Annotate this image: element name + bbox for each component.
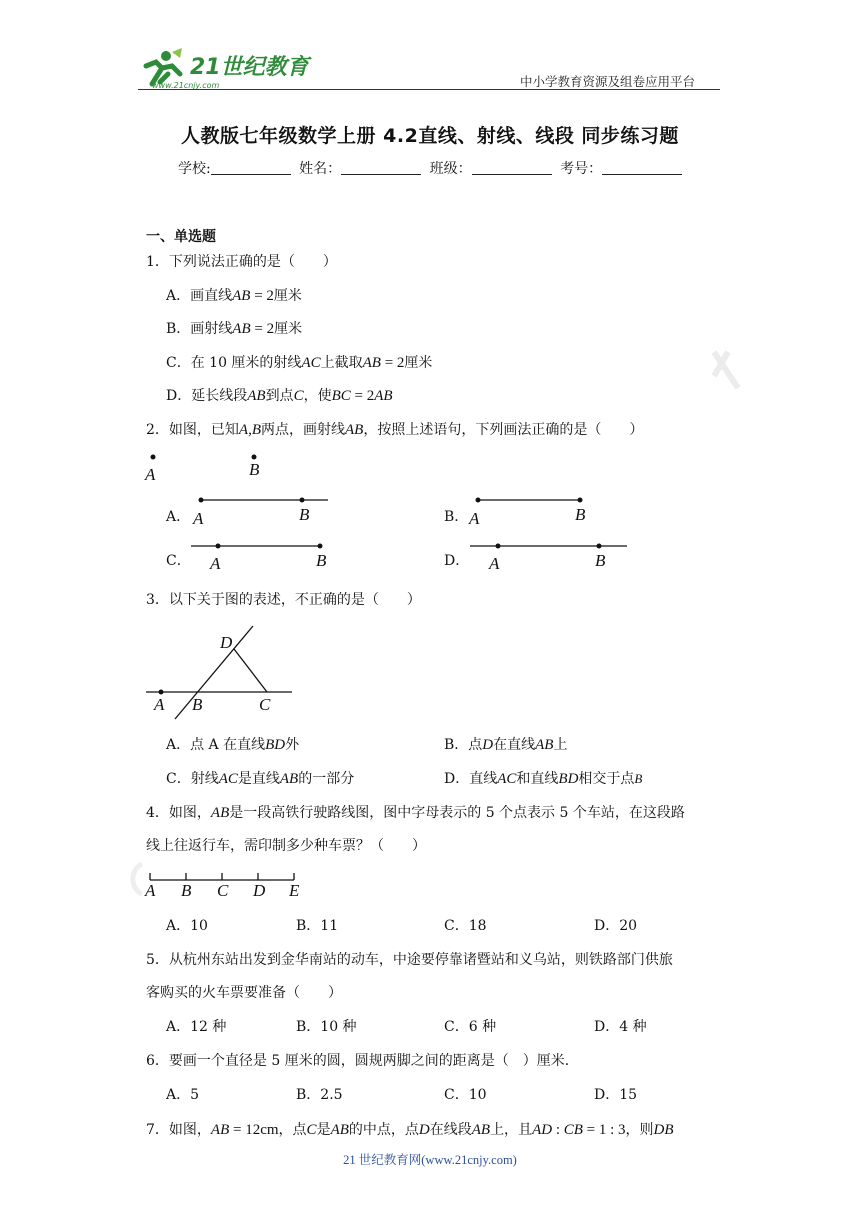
q4-option-c: C．18 (444, 918, 487, 934)
segment-dc (234, 649, 267, 692)
label-b: B (595, 551, 606, 570)
label-b: B (575, 505, 586, 524)
q4-option-b: B．11 (296, 918, 339, 934)
q5-option-c: C．6 种 (444, 1019, 497, 1035)
station-label: E (289, 881, 300, 900)
watermark-mark (118, 858, 148, 898)
section-heading: 一、单选题 (146, 229, 216, 245)
station-label: B (181, 881, 192, 900)
point-b (318, 544, 323, 549)
runner-icon (146, 48, 182, 84)
point-b (300, 498, 305, 503)
header-divider (138, 89, 720, 90)
number-blank (602, 160, 682, 175)
point-a (159, 690, 164, 695)
q2-option-a-figure (186, 490, 336, 530)
q2-option-d-figure (464, 536, 634, 576)
label-c: C (259, 695, 271, 714)
point-a (496, 544, 501, 549)
page-title: 人教版七年级数学上册 4.2直线、射线、线段 同步练习题 (181, 125, 679, 147)
school-label: 学校: (178, 161, 211, 177)
label-b: B (249, 460, 260, 479)
q4-option-d: D．20 (594, 918, 638, 934)
station-label: A (145, 881, 156, 900)
point-b (578, 498, 583, 503)
q4-stem-line1: 4．如图，AB是一段高铁行驶路线图，图中字母表示的 5 个点表示 5 个车站，在这段路 (146, 805, 685, 821)
q2-option-a-label: A． (166, 509, 191, 525)
q5-option-d: D．4 种 (594, 1019, 647, 1035)
number-label: 考号： (560, 161, 603, 177)
label-a: A (489, 554, 500, 573)
q6-option-d: D．15 (594, 1087, 638, 1103)
line-bd (175, 626, 253, 719)
q2-stem: 2．如图，已知A,B两点，画射线AB，按照上述语句，下列画法正确的是（ ） (146, 422, 644, 438)
q6-stem: 6．要画一个直径是 5 厘米的圆，圆规两脚之间的距离是（ ）厘米． (146, 1053, 579, 1069)
label-a: A (193, 509, 204, 528)
q3-figure (140, 622, 300, 722)
q1-option-c: C．在 10 厘米的射线AC上截取AB = 2厘米 (166, 355, 433, 371)
q3-option-c: C．射线AC是直线AB的一部分 (166, 771, 355, 787)
label-d: D (220, 633, 233, 652)
logo-url: www.21cnjy.com (152, 81, 220, 90)
student-info-row (178, 158, 686, 178)
page-footer: 21 世纪教育网(www.21cnjy.com) (343, 1153, 517, 1167)
site-tagline: 中小学教育资源及组卷应用平台 (520, 74, 696, 89)
class-label: 班级： (429, 161, 472, 177)
q1-option-b: B．画射线AB = 2厘米 (166, 321, 303, 337)
q6-option-b: B．2.5 (296, 1087, 343, 1103)
label-a: A (210, 554, 221, 573)
point-a (199, 498, 204, 503)
q1-option-d: D．延长线段AB到点C，使BC = 2AB (166, 388, 393, 404)
label-b: B (299, 505, 310, 524)
q6-option-c: C．10 (444, 1087, 487, 1103)
label-a: A (469, 509, 480, 528)
q3-stem: 3．以下关于图的表述，不正确的是（ ） (146, 592, 421, 608)
point-b (597, 544, 602, 549)
q2-option-c-label: C． (166, 553, 191, 569)
q5-option-b: B．10 种 (296, 1019, 357, 1035)
q5-stem-line1: 5．从杭州东站出发到金华南站的动车，中途要停靠诸暨站和义乌站，则铁路部门供旅 (146, 952, 673, 968)
label-b: B (316, 551, 327, 570)
point-b (252, 455, 257, 460)
q5-option-a: A．12 种 (166, 1019, 227, 1035)
point-a (216, 544, 221, 549)
q4-stem-line2: 线上往返行车，需印制多少种车票？（ ） (146, 838, 426, 854)
station-ticks (144, 873, 300, 900)
point-a (476, 498, 481, 503)
station-label: D (253, 881, 266, 900)
q3-option-a: A．点 A 在直线BD外 (166, 737, 300, 753)
site-logo (142, 44, 312, 90)
label-a: A (145, 465, 156, 484)
q3-option-d: D．直线AC和直线BD相交于点B (444, 771, 643, 787)
label-a: A (154, 695, 165, 714)
q5-stem-line2: 客购买的火车票要准备（ ） (146, 985, 342, 1001)
label-b: B (192, 695, 203, 714)
q2-option-c-figure (186, 536, 336, 576)
class-blank (472, 160, 552, 175)
q7-stem: 7．如图，AB = 12cm，点C是AB的中点，点D在线段AB上，且AD : CB = 1 : 3，则DB (146, 1122, 674, 1138)
q1-stem: 1．下列说法正确的是（ ） (146, 254, 337, 270)
name-label: 姓名： (299, 161, 342, 177)
q1-option-a: A．画直线AB = 2厘米 (166, 288, 302, 304)
name-blank (341, 160, 421, 175)
q4-route-figure (140, 868, 310, 902)
q6-option-a: A．5 (166, 1087, 200, 1103)
q2-points-figure (140, 448, 280, 488)
school-blank (211, 160, 291, 175)
q2-option-d-label: D． (444, 553, 470, 569)
q2-option-b-figure (464, 490, 604, 530)
q4-option-a: A．10 (166, 918, 208, 934)
point-a (151, 455, 156, 460)
logo-text: 21世纪教育 (190, 55, 309, 80)
q2-option-b-label: B． (444, 509, 469, 525)
q3-option-b: B．点D在直线AB上 (444, 737, 568, 753)
watermark-mark (708, 348, 744, 394)
station-label: C (217, 881, 229, 900)
